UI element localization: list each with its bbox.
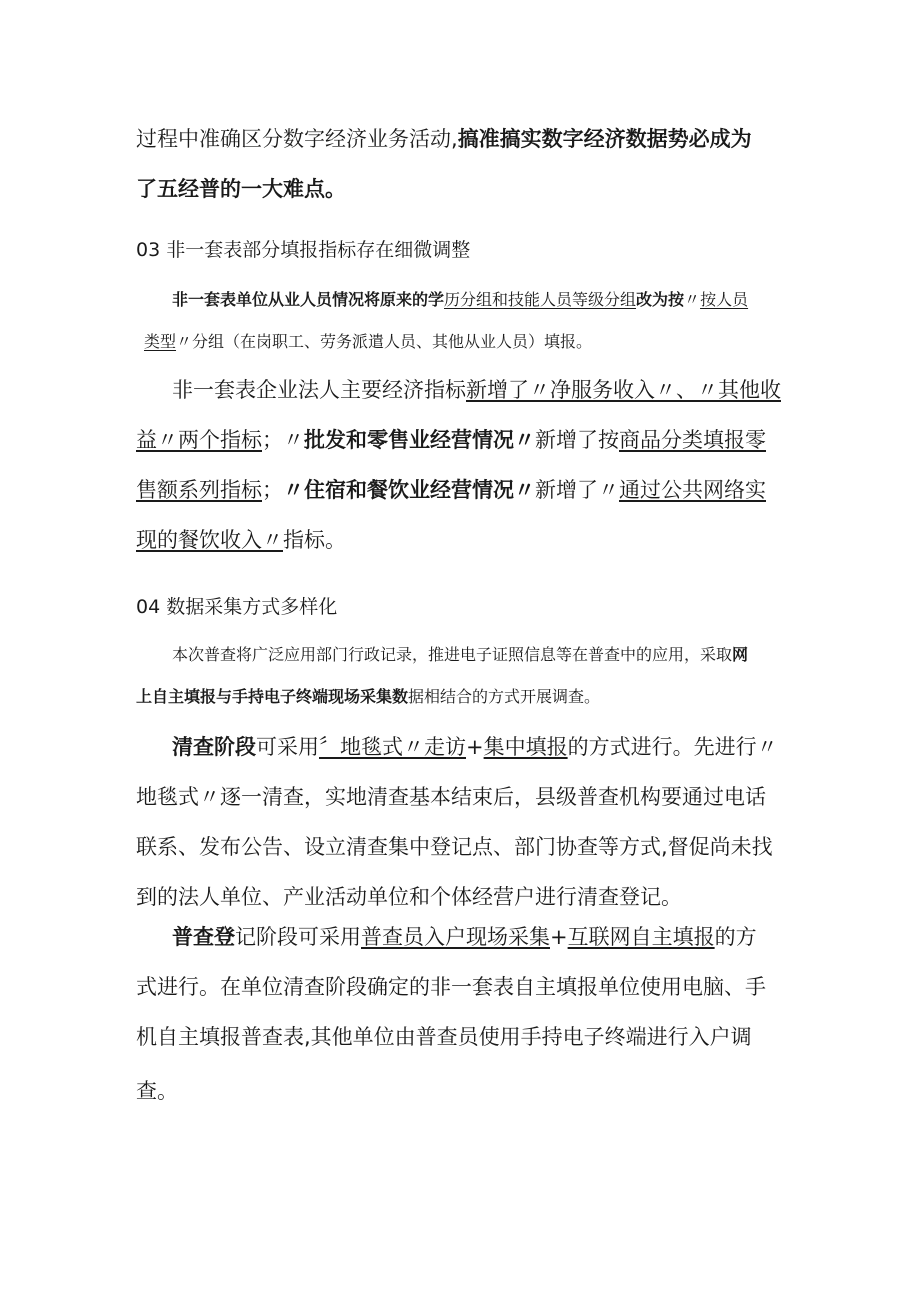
paragraph-line: 到的法人单位、产业活动单位和个体经营户进行清查登记。 [136,885,682,909]
paragraph-line: 机自主填报普查表,其他单位由普查员使用手持电子终端进行入户调 [136,1025,752,1049]
paragraph-registration-stage-end [136,1066,178,1116]
paragraph-survey-stage [136,722,778,922]
paragraph-line: 售额系列指标；〃住宿和餐饮业经营情况〃新增了〃通过公共网络实 [136,478,766,502]
paragraph-line: 益〃两个指标；〃批发和零售业经营情况〃新增了按商品分类填报零 [136,428,766,452]
paragraph-data-collection [136,634,749,718]
paragraph-line: 类型〃分组（在岗职工、劳务派遣人员、其他从业人员）填报。 [144,332,593,351]
paragraph-line: 式进行。在单位清查阶段确定的非一套表自主填报单位使用电脑、手 [136,975,766,999]
paragraph-line: 普查登记阶段可采用普查员入户现场采集+互联网自主填报的方 [172,925,757,949]
paragraph-line: 非一套表单位从业人员情况将原来的学历分组和技能人员等级分组改为按〃按人员 [172,290,749,309]
paragraph-enterprise-indicators [136,365,781,565]
paragraph-line: 上自主填报与手持电子终端现场采集数据相结合的方式开展调查。 [136,687,601,706]
paragraph-line: 清查阶段可采用〞地毯式〃走访+集中填报的方式进行。先进行〃 [172,735,778,759]
paragraph-employee-grouping [144,279,749,363]
paragraph-line: 过程中准确区分数字经济业务活动,搞准搞实数字经济数据势必成为 [136,127,752,151]
paragraph-line: 非一套表企业法人主要经济指标新增了〃净服务收入〃、〃其他收 [172,378,781,402]
section-heading-04: 04 数据采集方式多样化 [136,596,338,618]
paragraph-line: 现的餐饮收入〃指标。 [136,528,346,552]
paragraph-line: 本次普查将广泛应用部门行政记录，推进电子证照信息等在普查中的应用，采取网 [172,645,749,664]
paragraph-registration-stage [136,912,766,1062]
paragraph-line: 联系、发布公告、设立清查集中登记点、部门协查等方式,督促尚未找 [136,835,773,859]
paragraph-line: 了五经普的一大难点。 [136,177,346,201]
paragraph-line: 地毯式〃逐一清查，实地清查基本结束后，县级普查机构要通过电话 [136,785,766,809]
paragraph-digital-economy-difficulty [136,114,752,214]
paragraph-line: 查。 [136,1079,178,1103]
section-heading-03: 03 非一套表部分填报指标存在细微调整 [136,239,471,261]
